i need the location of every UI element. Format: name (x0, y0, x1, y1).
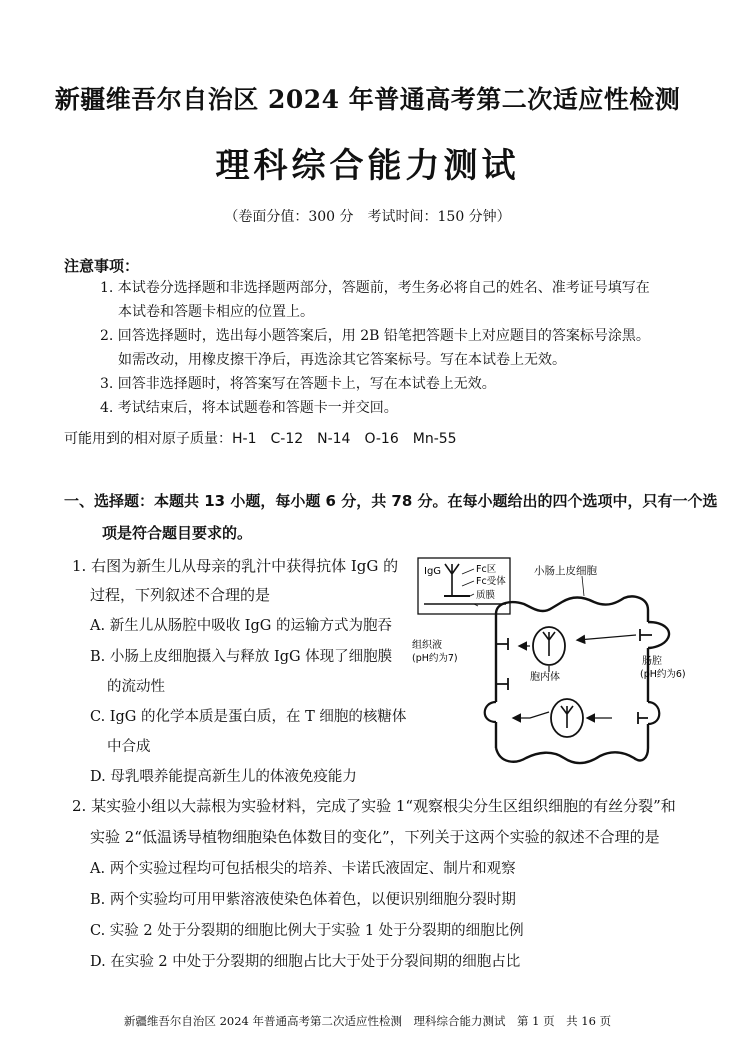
notice-item-2: 2. 回答选择题时，选出每小题答案后，用 2B 铅笔把答题卡上对应题目的答案标号涂黑。 (100, 328, 650, 344)
subject-title: 理科综合能力测试 (215, 146, 520, 186)
q2-stem-cont: 实验 2“低温诱导植物细胞染色体数目的变化”，下列关于这两个实验的叙述不合理的是 (90, 828, 660, 846)
q1-stem: 1. 右图为新生儿从母亲的乳汁中获得抗体 IgG 的 (72, 557, 399, 575)
legend-membrane-label: 质膜 (476, 590, 496, 601)
q2-option-d: D. 在实验 2 中处于分裂期的细胞占比大于处于分裂间期的细胞占比 (90, 954, 521, 970)
q1-option-c: C. IgG 的化学本质是蛋白质，在 T 细胞的核糖体 (90, 709, 407, 725)
q1-option-d: D. 母乳喂养能提高新生儿的体液免疫能力 (90, 769, 357, 785)
exam-title: 新疆维吾尔自治区 2024 年普通高考第二次适应性检测 (54, 85, 681, 114)
basal-receptor-1 (496, 638, 508, 650)
page-footer: 新疆维吾尔自治区 2024 年普通高考第二次适应性检测 理科综合能力测试 第 1 页 共 16 页 (123, 1014, 612, 1028)
q2-option-b: B. 两个实验均可用甲紫溶液使染色体着色，以便识别细胞分裂时期 (90, 892, 516, 908)
notice-item-2-cont: 如需改动，用橡皮擦干净后，再选涂其它答案标号。写在本试卷上无效。 (118, 352, 566, 368)
apical-receptor (640, 629, 652, 641)
vesicle-label: 胞内体 (530, 672, 560, 683)
cell-membrane-bottom (496, 748, 648, 763)
section-heading: 一、选择题：本题共 13 小题，每小题 6 分，共 78 分。在每小题给出的四个选项中，只有一个选 (64, 492, 718, 510)
legend-receptor-label: Fc受体 (476, 576, 506, 587)
q1-stem-cont: 过程，下列叙述不合理的是 (90, 586, 271, 604)
q2-option-a: A. 两个实验过程均可包括根尖的培养、卡诺氏液固定、制片和观察 (90, 861, 516, 877)
cell-label: 小肠上皮细胞 (534, 565, 597, 577)
legend-fc-label: Fc区 (476, 564, 497, 575)
igg-symbol (445, 564, 459, 596)
notice-item-3: 3. 回答非选择题时，将答案写在答题卡上，写在本试卷上无效。 (100, 376, 496, 392)
q1-option-a: A. 新生儿从肠腔中吸收 IgG 的运输方式为胞吞 (90, 618, 392, 634)
q1-option-c-cont: 中合成 (107, 739, 151, 755)
right-space-label: 肠腔 (642, 656, 662, 667)
atomic-mass-line: 可能用到的相对原子质量：H-1 C-12 N-14 O-16 Mn-55 (64, 431, 457, 447)
notice-heading: 注意事项： (64, 257, 140, 275)
q2-stem: 2. 某实验小组以大蒜根为实验材料，完成了实验 1“观察根尖分生区组织细胞的有丝分裂”和 (72, 797, 676, 815)
notice-item-1-cont: 本试卷和答题卡相应的位置上。 (118, 304, 314, 320)
left-space-ph: (pH约为7) (412, 653, 458, 664)
q1-option-b-cont: 的流动性 (107, 679, 165, 695)
igg-transport-figure (412, 552, 692, 782)
cell-membrane-top (496, 597, 648, 615)
exam-info: （卷面分值：300 分 考试时间：150 分钟） (224, 209, 511, 225)
notice-item-4: 4. 考试结束后，将本试题卷和答题卡一并交回。 (100, 400, 398, 416)
section-heading-cont: 项是符合题目要求的。 (102, 524, 253, 542)
q1-option-b: B. 小肠上皮细胞摄入与释放 IgG 体现了细胞膜 (90, 649, 393, 665)
notice-item-1: 1. 本试卷分选择题和非选择题两部分，答题前，考生务必将自己的姓名、准考证号填写在 (100, 280, 650, 296)
basal-receptor-2 (496, 678, 508, 690)
left-space-label: 组织液 (412, 640, 442, 651)
right-space-ph: (pH约为6) (640, 669, 686, 680)
legend-igg-label: IgG (424, 566, 442, 577)
q2-option-c: C. 实验 2 处于分裂期的细胞比例大于实验 1 处于分裂期的细胞比例 (90, 923, 524, 939)
